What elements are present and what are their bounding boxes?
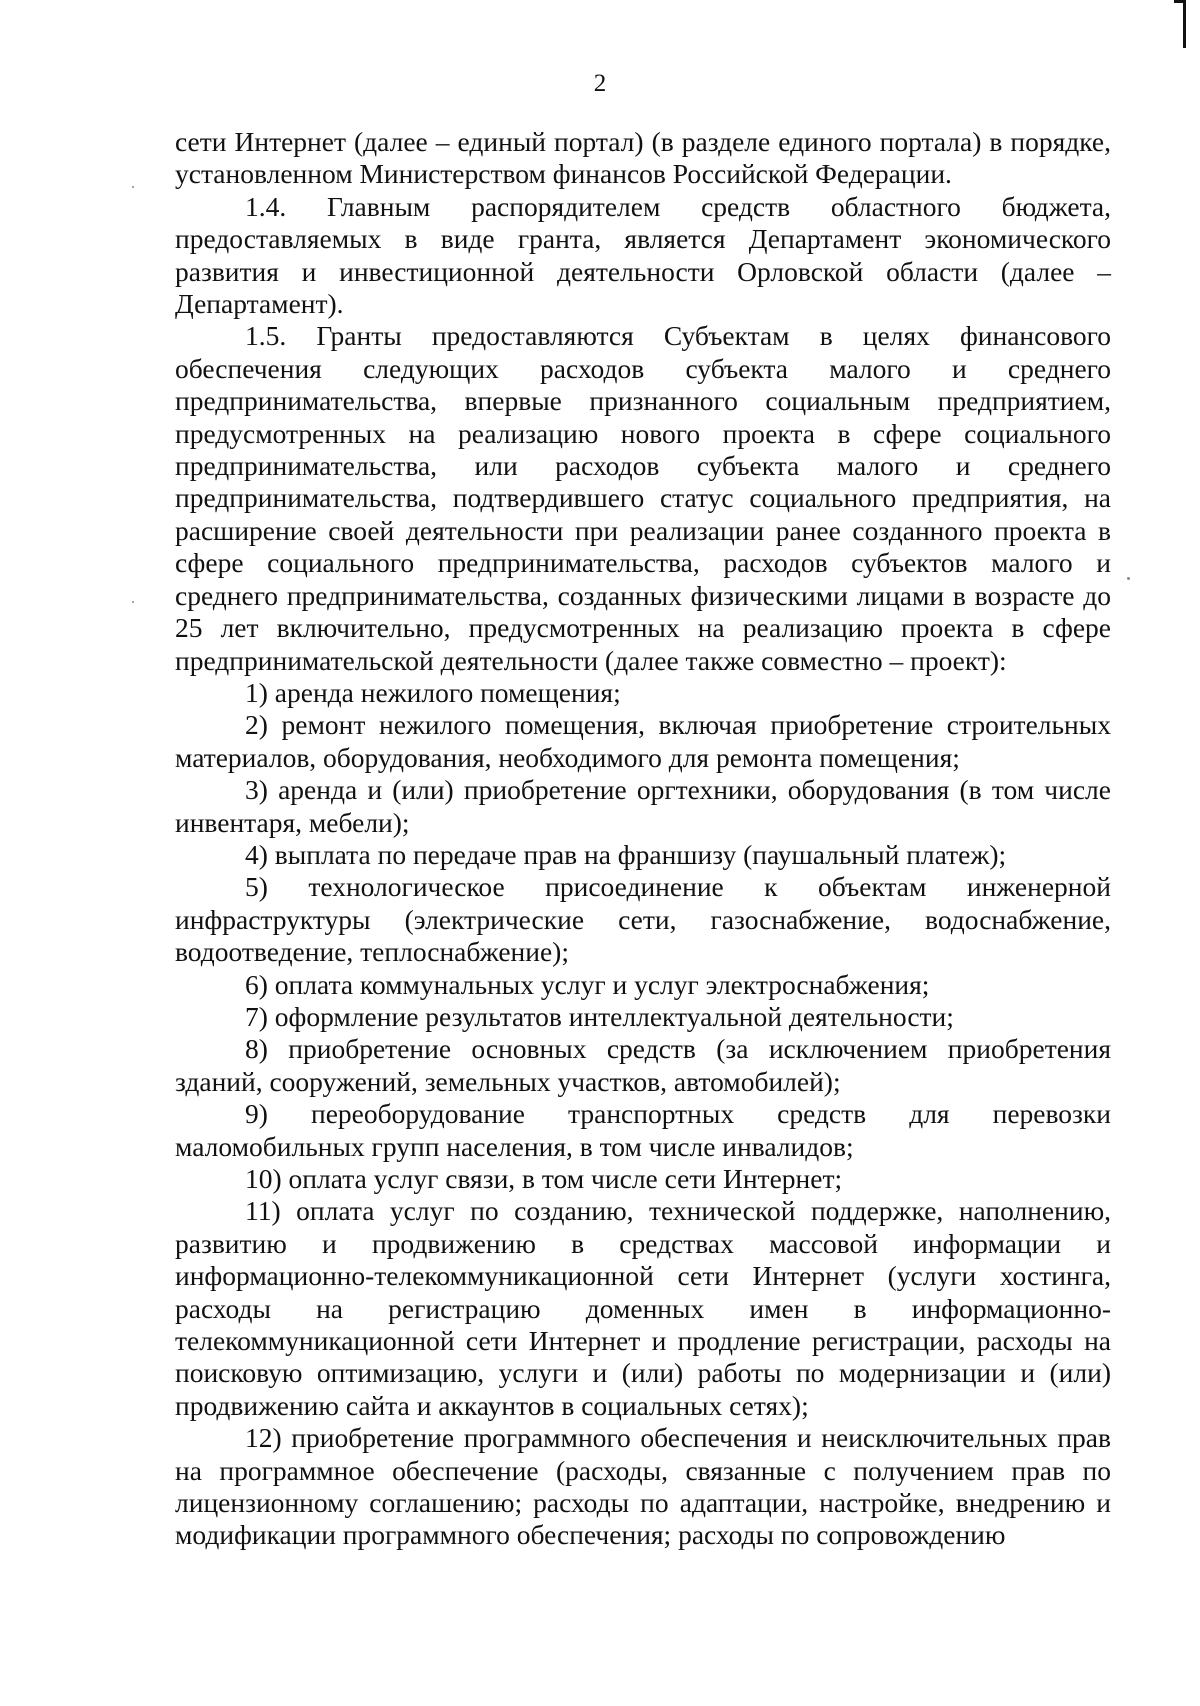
list-item-11: 11) оплата услуг по созданию, технической поддержке, наполнению, развитию и продвижению в средствах массовой информации и информационно-телекоммуникационной сети Интернет (услуги хостинга, расходы на регистрацию доменных имен в информационно-телекоммуникационной сети Интернет и продление регистрации, расходы на поисковую оптимизацию, услуги и (или) работы по модернизации и (или) продвижению сайта и аккаунтов в социальных сетях); bbox=[175, 1195, 1111, 1421]
list-item-2: 2) ремонт нежилого помещения, включая приобретение строительных материалов, оборудования, необходимого для ремонта помещения; bbox=[175, 709, 1111, 773]
paragraph-1-5: 1.5. Гранты предоставляются Субъектам в целях финансового обеспечения следующих расходов субъекта малого и среднего предпринимательства, впервые признанного социальным предприятием, предусмотренных на реализацию нового проекта в сфере социального предпринимательства, или расходов субъекта малого и среднего предпринимательства, подтвердившего статус социального предприятия, на расширение своей деятельности при реализации ранее созданного проекта в сфере социального предпринимательства, расходов субъектов малого и среднего предпринимательства, созданных физическими лицами в возрасте до 25 лет включительно, предусмотренных на реализацию проекта в сфере предпринимательской деятельности (далее также совместно – проект): bbox=[175, 320, 1111, 676]
list-item-10: 10) оплата услуг связи, в том числе сети Интернет; bbox=[245, 1163, 843, 1194]
list-item-8: 8) приобретение основных средств (за исключением приобретения зданий, сооружений, земельных участков, автомобилей); bbox=[175, 1033, 1111, 1097]
list-item-6: 6) оплата коммунальных услуг и услуг электроснабжения; bbox=[245, 968, 930, 1000]
paragraph-continuation: сети Интернет (далее – единый портал) (в разделе единого портала) в порядке, установленном Министерством финансов Российской Федерации. bbox=[175, 126, 1111, 190]
list-item-5: 5) технологическое присоединение к объектам инженерной инфраструктуры (электрические сети, газоснабжение, водоснабжение, водоотведение, теплоснабжение); bbox=[175, 871, 1111, 968]
scan-edge-line bbox=[1183, 0, 1186, 48]
list-item-12: 12) приобретение программного обеспечения и неисключительных прав на программное обеспечение (расходы, связанные с получением прав по лицензионному соглашению; расходы по адаптации, настройке, внедрению и модификации программного обеспечения; расходы по сопровождению bbox=[175, 1422, 1111, 1551]
list-item-1: 1) аренда нежилого помещения; bbox=[245, 676, 621, 708]
scan-speck bbox=[1127, 577, 1130, 580]
page-number: 2 bbox=[593, 70, 607, 97]
document-body bbox=[175, 126, 1111, 1552]
scan-speck bbox=[132, 186, 134, 188]
scan-speck bbox=[132, 601, 134, 603]
list-item-4: 4) выплата по передаче прав на франшизу (паушальный платеж); bbox=[245, 838, 1007, 870]
paragraph-1-4: 1.4. Главным распорядителем средств областного бюджета, предоставляемых в виде гранта, является Департамент экономического развития и инвестиционной деятельности Орловской области (далее – Департамент). bbox=[175, 190, 1111, 320]
list-item-9: 9) переоборудование транспортных средств для перевозки маломобильных групп населения, в том числе инвалидов; bbox=[175, 1098, 1111, 1162]
list-item-3: 3) аренда и (или) приобретение оргтехники, оборудования (в том числе инвентаря, мебели); bbox=[175, 774, 1111, 838]
list-item-7: 7) оформление результатов интеллектуальной деятельности; bbox=[245, 1000, 954, 1032]
